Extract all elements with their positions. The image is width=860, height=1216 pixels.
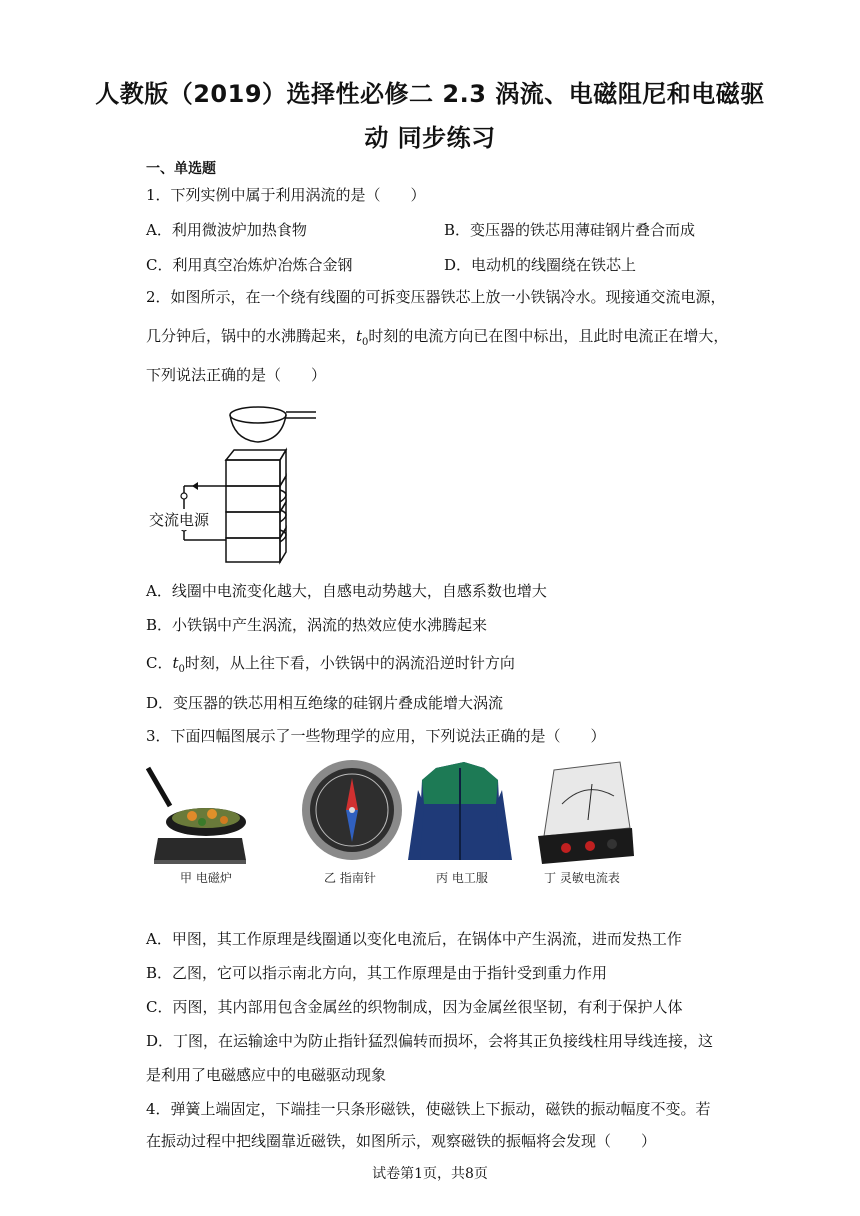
galvanometer-image (538, 762, 634, 864)
document-title-line1: 人教版（2019）选择性必修二 2.3 涡流、电磁阻尼和电磁驱 (95, 80, 765, 108)
pot-rim (230, 407, 286, 423)
work-jacket-image (408, 762, 512, 860)
q1-option-b: B．变压器的铁芯用薄硅钢片叠合而成 (444, 221, 696, 239)
q4-stem-line2: 在振动过程中把线圈靠近磁铁，如图所示，观察磁铁的振幅将会发现（ ） (146, 1132, 657, 1150)
q1-option-a: A．利用微波炉加热食物 (146, 221, 307, 239)
q1-option-d: D．电动机的线圈绕在铁芯上 (444, 256, 637, 274)
caption-induction-cooker: 甲 电磁炉 (180, 871, 232, 885)
caption-work-jacket: 丙 电工服 (436, 871, 488, 885)
q3-stem: 3．下面四幅图展示了一些物理学的应用，下列说法正确的是（ ） (146, 727, 606, 745)
q3-option-a: A．甲图，其工作原理是线圈通以变化电流后，在锅体中产生涡流，进而发热工作 (146, 930, 682, 948)
q3-option-c: C．丙图，其内部用包含金属丝的织物制成，因为金属丝很坚韧，有利于保护人体 (146, 998, 683, 1016)
current-arrow (192, 482, 198, 490)
q3-option-b: B．乙图，它可以指示南北方向，其工作原理是由于指针受到重力作用 (146, 964, 608, 982)
q1-stem: 1．下列实例中属于利用涡流的是（ ） (146, 186, 426, 204)
q4-stem-line1: 4．弹簧上端固定，下端挂一只条形磁铁，使磁铁上下振动，磁铁的振动幅度不变。若 (146, 1100, 711, 1118)
q3-figures (146, 760, 636, 866)
section-heading: 一、单选题 (146, 161, 216, 177)
q2-option-c: C．$t_0$时刻，从上往下看，小铁锅中的涡流沿逆时针方向 (146, 654, 515, 675)
pot-body (230, 415, 286, 442)
caption-compass: 乙 指南针 (324, 871, 376, 885)
q2-option-b: B．小铁锅中产生涡流，涡流的热效应使水沸腾起来 (146, 616, 488, 634)
q3-option-d-line2: 是利用了电磁感应中的电磁驱动现象 (146, 1066, 387, 1084)
induction-cooker-image (148, 768, 246, 864)
q2-stem-line1: 2．如图所示，在一个绕有线圈的可拆变压器铁芯上放一小铁锅冷水。现接通交流电源， (146, 288, 726, 306)
page-footer: 试卷第1页，共8页 (372, 1166, 488, 1182)
compass-image (302, 760, 402, 860)
q2-option-d: D．变压器的铁芯用相互绝缘的硅钢片叠成能增大涡流 (146, 694, 504, 712)
q2-stem-line2: 几分钟后，锅中的水沸腾起来，$t_0$时刻的电流方向已在图中标出，且此时电流正在增大， (146, 327, 729, 348)
q2-transformer-figure (146, 398, 326, 568)
document-title-line2: 动 同步练习 (364, 124, 496, 152)
ac-source-label: 交流电源 (149, 511, 210, 529)
terminal-top (181, 493, 187, 499)
q2-stem-line3: 下列说法正确的是（ ） (146, 366, 327, 384)
q3-option-d-line1: D．丁图，在运输途中为防止指针猛烈偏转而损坏，会将其正负接线柱用导线连接，这 (146, 1032, 714, 1050)
iron-core (226, 450, 286, 562)
q2-option-a: A．线圈中电流变化越大，自感电动势越大，自感系数也增大 (146, 582, 547, 600)
q1-option-c: C．利用真空冶炼炉冶炼合金钢 (146, 256, 353, 274)
caption-galvanometer: 丁 灵敏电流表 (544, 871, 620, 885)
